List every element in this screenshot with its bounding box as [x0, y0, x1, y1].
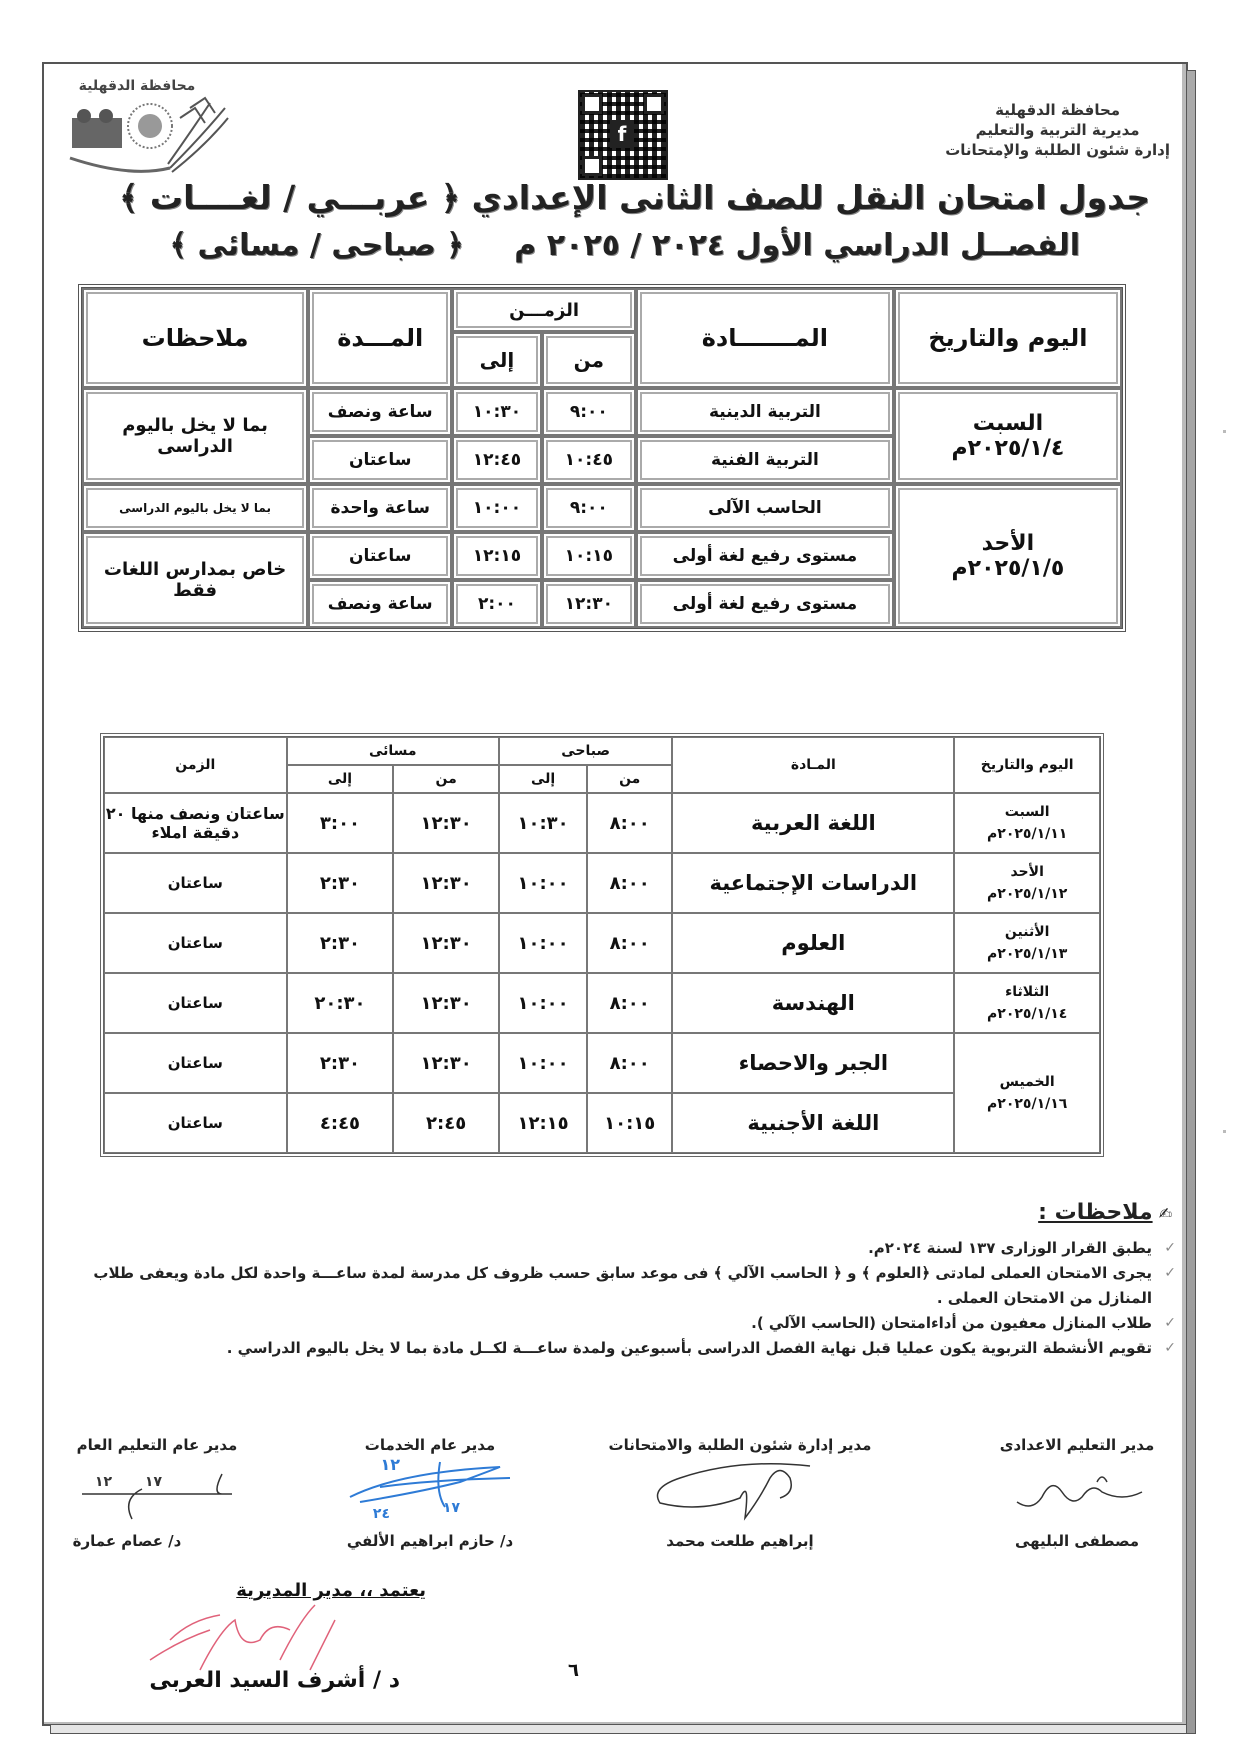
day-date-cell [954, 1033, 1100, 1153]
list-item [60, 1261, 1176, 1311]
evening-to-cell: ٤:٤٥ [287, 1093, 394, 1153]
duration-cell: ساعتان [104, 973, 287, 1033]
from-time-cell: ١٠:١٥ [542, 532, 636, 580]
morning-from-cell: ٨:٠٠ [587, 793, 672, 853]
subject-cell: مستوى رفيع لغة أولى [636, 532, 894, 580]
approval-block [140, 1580, 440, 1693]
subject-cell: اللغة الأجنبية [672, 1093, 954, 1153]
exam-date: ٢٠٢٥/١/١٢م [987, 886, 1068, 902]
exam-date: ٢٠٢٥/١/١١م [987, 826, 1068, 842]
day-name: السبت [1004, 804, 1050, 820]
to-time-cell: ١٢:٤٥ [452, 436, 541, 484]
duration-cell: ساعتان ونصف منها ٢٠ دقيقة املاء [104, 793, 287, 853]
svg-text:١٢: ١٢ [94, 1474, 112, 1490]
subject-cell: الحاسب الآلى [636, 484, 894, 532]
day-date-cell [894, 484, 1122, 628]
evening-from-cell: ٢:٤٥ [393, 1093, 499, 1153]
exam-date: ٢٠٢٥/١/١٤م [987, 1006, 1068, 1022]
signatory-name: د/ عصام عمارة [72, 1532, 182, 1550]
handwritten-signature-icon [72, 1464, 242, 1524]
handwritten-signature-icon [640, 1458, 820, 1528]
notes-cell: بما لا يخل باليوم الدراسى [82, 484, 308, 532]
to-time-cell: ١٢:١٥ [452, 532, 541, 580]
morning-to-cell: ١٠:٣٠ [499, 793, 587, 853]
table-row [104, 913, 1100, 973]
morning-from-cell: ٨:٠٠ [587, 973, 672, 1033]
exam-date: ٢٠٢٥/١/٥م [951, 556, 1065, 581]
exam-schedule-table-2 [100, 733, 1104, 1157]
from-time-cell: ١٠:٤٥ [542, 436, 636, 484]
subject-cell: الجبر والاحصاء [672, 1033, 954, 1093]
shift-label: ﴿ صباحى / مسائى ﴾ [169, 228, 464, 263]
morning-to-cell: ١٠:٠٠ [499, 853, 587, 913]
day-name: الأحد [1010, 864, 1044, 880]
duration-cell: ساعة واحدة [308, 484, 452, 532]
header-subject: المـادة [672, 737, 954, 793]
header-morning: صباحى [499, 737, 672, 765]
evening-from-cell: ١٢:٣٠ [393, 793, 499, 853]
from-time-cell: ١٢:٣٠ [542, 580, 636, 628]
to-time-cell: ٢:٠٠ [452, 580, 541, 628]
evening-from-cell: ١٢:٣٠ [393, 1033, 499, 1093]
handwritten-signature-icon [340, 1452, 520, 1522]
day-date-cell [954, 913, 1100, 973]
table-row [82, 388, 1122, 436]
day-date-cell [954, 853, 1100, 913]
header-subject: المـــــــادة [636, 288, 894, 388]
evening-to-cell: ٢٠:٣٠ [287, 973, 394, 1033]
table-row [104, 1033, 1100, 1093]
scan-artifact [1223, 430, 1226, 433]
svg-text:١٧: ١٧ [442, 1500, 460, 1516]
duration-cell: ساعتان [308, 436, 452, 484]
header-evening-from: من [393, 765, 499, 793]
department-name: إدارة شئون الطلبة والإمتحانات [945, 141, 1170, 159]
day-date-cell [954, 793, 1100, 853]
check-bullet-icon: ✓ [1164, 1340, 1176, 1356]
signatory-name: إبراهيم طلعت محمد [666, 1532, 814, 1550]
evening-from-cell: ١٢:٣٠ [393, 973, 499, 1033]
from-time-cell: ٩:٠٠ [542, 484, 636, 532]
morning-from-cell: ١٠:١٥ [587, 1093, 672, 1153]
list-item [60, 1311, 1176, 1336]
qr-code[interactable] [578, 90, 668, 180]
table-row [104, 1093, 1100, 1153]
header-morning-from: من [587, 765, 672, 793]
qr-corner-icon [582, 94, 602, 114]
check-bullet-icon: ✓ [1164, 1240, 1176, 1256]
subject-cell: العلوم [672, 913, 954, 973]
duration-cell: ساعتان [104, 1093, 287, 1153]
qr-corner-icon [582, 156, 602, 176]
svg-text:٢٤: ٢٤ [372, 1506, 390, 1522]
signature-block [982, 1436, 1172, 1556]
governorate-name: محافظة الدقهلية [995, 101, 1121, 119]
signatory-role: مدير التعليم الاعدادى [999, 1436, 1155, 1454]
note-text: يطبق القرار الوزارى ١٣٧ لسنة ٢٠٢٤م. [868, 1239, 1152, 1257]
table-row [82, 484, 1122, 532]
notes-cell: بما لا يخل باليوم الدراسى [82, 388, 308, 484]
day-name: السبت [972, 411, 1044, 436]
table-row [104, 973, 1100, 1033]
document-title: جدول امتحان النقل للصف الثانى الإعدادي ﴿ عربـــي / لغــــات ﴾ [119, 178, 1150, 217]
exam-date: ٢٠٢٥/١/١٣م [987, 946, 1068, 962]
header-day-date: اليوم والتاريخ [954, 737, 1100, 793]
list-item [60, 1236, 1176, 1261]
day-name: الخميس [999, 1074, 1055, 1090]
subject-cell: الدراسات الإجتماعية [672, 853, 954, 913]
header-time: الزمـــن [452, 288, 636, 332]
duration-cell: ساعتان [308, 532, 452, 580]
evening-from-cell: ١٢:٣٠ [393, 853, 499, 913]
signature-block [330, 1436, 530, 1556]
day-name: الأثنين [1004, 924, 1050, 940]
subject-cell: الهندسة [672, 973, 954, 1033]
signatory-name: مصطفى البليهى [1014, 1532, 1140, 1550]
duration-cell: ساعة ونصف [308, 580, 452, 628]
evening-to-cell: ٢:٣٠ [287, 1033, 394, 1093]
svg-text:١٢: ١٢ [380, 1455, 400, 1474]
notes-title: ملاحظات : [1038, 1200, 1153, 1225]
page-number: ٦ [568, 1660, 579, 1681]
morning-from-cell: ٨:٠٠ [587, 853, 672, 913]
pen-writing-icon: ✍ [1158, 1204, 1172, 1223]
day-date-cell [954, 973, 1100, 1033]
subject-cell: التربية الدينية [636, 388, 894, 436]
directorate-logo-icon [60, 78, 230, 178]
approval-label: يعتمد ،، مدير المديرية [236, 1580, 426, 1601]
scan-artifact [1223, 1130, 1226, 1133]
list-item [60, 1336, 1176, 1361]
day-date-cell [894, 388, 1122, 484]
notes-cell: خاص بمدارس اللغات فقط [82, 532, 308, 628]
subject-cell: مستوى رفيع لغة أولى [636, 580, 894, 628]
header-to: إلى [452, 332, 541, 388]
directorate-name: مديرية التربية والتعليم [975, 121, 1140, 139]
header-from: من [542, 332, 636, 388]
signatory-role: مدير عام التعليم العام [76, 1436, 238, 1454]
table-row [104, 853, 1100, 913]
duration-cell: ساعتان [104, 853, 287, 913]
header-day-date: اليوم والتاريخ [894, 288, 1122, 388]
subject-cell: التربية الفنية [636, 436, 894, 484]
exam-date: ٢٠٢٥/١/٤م [951, 436, 1065, 461]
check-bullet-icon: ✓ [1164, 1265, 1176, 1281]
subject-cell: اللغة العربية [672, 793, 954, 853]
duration-cell: ساعتان [104, 1033, 287, 1093]
svg-text:١٧: ١٧ [144, 1474, 162, 1490]
day-name: الثلاثاء [1005, 984, 1050, 1000]
exam-schedule-table-1 [78, 284, 1126, 632]
document-subtitle [150, 228, 1100, 263]
note-text: طلاب المنازل معفيون من أداءامتحان (الحاسب الآلي ). [751, 1314, 1152, 1332]
signature-block [62, 1436, 252, 1556]
notes-heading [1038, 1200, 1172, 1225]
duration-cell: ساعتان [104, 913, 287, 973]
evening-to-cell: ٣:٠٠ [287, 793, 394, 853]
signatory-role: مدير عام الخدمات [364, 1436, 496, 1454]
exam-date: ٢٠٢٥/١/١٦م [987, 1096, 1068, 1112]
qr-corner-icon [644, 94, 664, 114]
header-notes: ملاحظات [82, 288, 308, 388]
evening-from-cell: ١٢:٣٠ [393, 913, 499, 973]
header-evening: مسائى [287, 737, 499, 765]
handwritten-signature-icon [1002, 1462, 1152, 1522]
day-name: الأحد [981, 531, 1035, 556]
signatory-role: مدير إدارة شئون الطلبة والامتحانات [608, 1436, 872, 1454]
morning-to-cell: ١٢:١٥ [499, 1093, 587, 1153]
morning-to-cell: ١٠:٠٠ [499, 973, 587, 1033]
header-morning-to: إلى [499, 765, 587, 793]
duration-cell: ساعة ونصف [308, 388, 452, 436]
logo-caption: محافظة الدقهلية [78, 78, 196, 94]
note-text: تقويم الأنشطة التربوية يكون عمليا قبل نهاية الفصل الدراسى بأسبوعين ولمدة ساعـــة لكــل مادة بما لا يخل باليوم الدراسي . [226, 1339, 1152, 1357]
facebook-icon: f [610, 120, 634, 148]
signature-block [600, 1436, 880, 1556]
morning-to-cell: ١٠:٠٠ [499, 913, 587, 973]
header-evening-to: إلى [287, 765, 394, 793]
table-row [104, 793, 1100, 853]
from-time-cell: ٩:٠٠ [542, 388, 636, 436]
to-time-cell: ١٠:٣٠ [452, 388, 541, 436]
term-label: الفصــل الدراسي الأول ٢٠٢٤ / ٢٠٢٥ م [514, 228, 1080, 263]
header-duration: المـــدة [308, 288, 452, 388]
notes-list [60, 1236, 1176, 1361]
morning-from-cell: ٨:٠٠ [587, 1033, 672, 1093]
approver-name: د / أشرف السيد العربى [149, 1668, 400, 1693]
evening-to-cell: ٢:٣٠ [287, 913, 394, 973]
to-time-cell: ١٠:٠٠ [452, 484, 541, 532]
note-text: يجرى الامتحان العملى لمادتى ﴿العلوم ﴾ و ﴿ الحاسب الآلي ﴾ فى موعد سابق حسب ظروف كل مدرسة لمدة ساعـــة واحدة لكل مادة ويعفى طلاب المنازل من الامتحان العملى . [93, 1264, 1152, 1307]
signatory-name: د/ حازم ابراهيم الألفي [346, 1532, 514, 1550]
evening-to-cell: ٢:٣٠ [287, 853, 394, 913]
organization-header [945, 100, 1170, 160]
morning-from-cell: ٨:٠٠ [587, 913, 672, 973]
morning-to-cell: ١٠:٠٠ [499, 1033, 587, 1093]
header-time: الزمن [104, 737, 287, 793]
check-bullet-icon: ✓ [1164, 1315, 1176, 1331]
